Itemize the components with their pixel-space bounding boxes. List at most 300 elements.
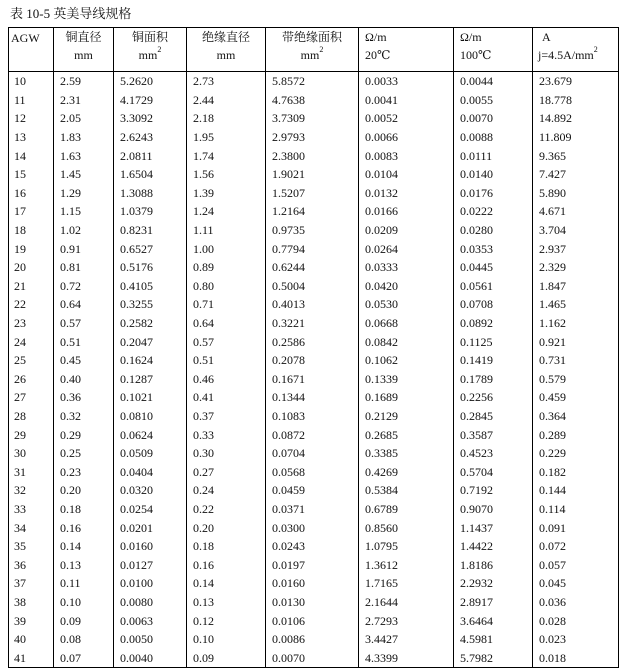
cell-insulated-area: 2.9793: [266, 128, 359, 147]
header-unit: [538, 46, 618, 64]
cell-resistance-20c: 0.2685: [359, 425, 454, 444]
table-row: [9, 500, 619, 519]
cell-copper-diameter: 0.51: [54, 332, 114, 351]
cell-current: 0.018: [533, 648, 619, 667]
cell-copper-diameter: 0.23: [54, 462, 114, 481]
header-insulated-area: [266, 28, 359, 72]
cell-resistance-100c: 0.0561: [454, 277, 533, 296]
cell-resistance-100c: 0.0222: [454, 202, 533, 221]
header-label: 绝缘直径: [201, 30, 250, 44]
cell-insulation-diameter: 0.51: [187, 351, 266, 370]
cell-insulated-area: 0.0704: [266, 444, 359, 463]
cell-insulated-area: 0.9735: [266, 221, 359, 240]
cell-agw: 25: [9, 351, 54, 370]
table-row: [9, 555, 619, 574]
cell-agw: 12: [9, 109, 54, 128]
cell-copper-area: 2.6243: [114, 128, 187, 147]
cell-resistance-100c: 5.7982: [454, 648, 533, 667]
cell-resistance-20c: 1.3612: [359, 555, 454, 574]
cell-current: 7.427: [533, 165, 619, 184]
header-label: Ω/m: [460, 30, 482, 44]
cell-resistance-20c: 0.0166: [359, 202, 454, 221]
header-unit-exponent: 2: [593, 45, 598, 54]
cell-resistance-100c: 0.2845: [454, 407, 533, 426]
cell-resistance-20c: 0.0420: [359, 277, 454, 296]
cell-insulation-diameter: 1.74: [187, 146, 266, 165]
cell-current: 0.921: [533, 332, 619, 351]
table-row: [9, 314, 619, 333]
cell-resistance-20c: 0.0052: [359, 109, 454, 128]
cell-resistance-100c: 0.0445: [454, 258, 533, 277]
cell-copper-diameter: 2.59: [54, 72, 114, 91]
cell-agw: 17: [9, 202, 54, 221]
cell-copper-diameter: 0.16: [54, 518, 114, 537]
cell-current: 18.778: [533, 91, 619, 110]
table-row: [9, 574, 619, 593]
header-unit: mm: [216, 48, 236, 62]
cell-current: 2.937: [533, 239, 619, 258]
table-row: [9, 277, 619, 296]
cell-copper-area: 0.2047: [114, 332, 187, 351]
cell-current: 1.465: [533, 295, 619, 314]
cell-insulation-diameter: 1.56: [187, 165, 266, 184]
cell-resistance-100c: 0.0353: [454, 239, 533, 258]
cell-resistance-100c: 0.0280: [454, 221, 533, 240]
cell-resistance-100c: 0.1789: [454, 370, 533, 389]
cell-resistance-100c: 0.9070: [454, 500, 533, 519]
header-row: [9, 28, 619, 72]
cell-copper-area: 3.3092: [114, 109, 187, 128]
cell-copper-diameter: 0.40: [54, 370, 114, 389]
header-label: 铜面积: [131, 30, 168, 44]
cell-current: 0.229: [533, 444, 619, 463]
header-label: A: [542, 30, 551, 44]
header-label: 带绝缘面积: [281, 30, 342, 44]
header-resistance-20c: [359, 28, 454, 72]
cell-current: 0.289: [533, 425, 619, 444]
cell-insulated-area: 0.0371: [266, 500, 359, 519]
table-row: [9, 184, 619, 203]
table-row: [9, 239, 619, 258]
table-row: [9, 91, 619, 110]
cell-resistance-100c: 2.2932: [454, 574, 533, 593]
cell-copper-diameter: 0.32: [54, 407, 114, 426]
cell-agw: 16: [9, 184, 54, 203]
cell-current: 0.114: [533, 500, 619, 519]
cell-resistance-20c: 0.8560: [359, 518, 454, 537]
cell-insulation-diameter: 0.57: [187, 332, 266, 351]
cell-insulation-diameter: 0.09: [187, 648, 266, 667]
cell-agw: 33: [9, 500, 54, 519]
cell-insulated-area: 0.1083: [266, 407, 359, 426]
cell-copper-diameter: 2.31: [54, 91, 114, 110]
table-row: [9, 72, 619, 91]
cell-agw: 21: [9, 277, 54, 296]
table-row: [9, 128, 619, 147]
cell-resistance-100c: 1.8186: [454, 555, 533, 574]
cell-copper-diameter: 0.29: [54, 425, 114, 444]
cell-current: 0.072: [533, 537, 619, 556]
cell-resistance-20c: 0.1062: [359, 351, 454, 370]
cell-copper-diameter: 1.02: [54, 221, 114, 240]
cell-agw: 11: [9, 91, 54, 110]
header-unit: [114, 46, 186, 64]
header-label: Ω/m: [365, 30, 387, 44]
cell-insulated-area: 1.5207: [266, 184, 359, 203]
cell-current: 5.890: [533, 184, 619, 203]
cell-resistance-100c: 2.8917: [454, 593, 533, 612]
cell-copper-diameter: 0.07: [54, 648, 114, 667]
cell-copper-diameter: 1.63: [54, 146, 114, 165]
cell-copper-area: 0.1287: [114, 370, 187, 389]
cell-resistance-100c: 0.0070: [454, 109, 533, 128]
cell-agw: 14: [9, 146, 54, 165]
cell-agw: 29: [9, 425, 54, 444]
cell-current: 0.731: [533, 351, 619, 370]
cell-insulation-diameter: 0.37: [187, 407, 266, 426]
cell-copper-diameter: 0.20: [54, 481, 114, 500]
table-row: [9, 370, 619, 389]
cell-agw: 15: [9, 165, 54, 184]
cell-copper-area: 0.0080: [114, 593, 187, 612]
cell-resistance-100c: 0.0708: [454, 295, 533, 314]
table-row: [9, 351, 619, 370]
cell-current: 1.162: [533, 314, 619, 333]
cell-copper-area: 0.0320: [114, 481, 187, 500]
table-row: [9, 332, 619, 351]
cell-copper-area: 0.0404: [114, 462, 187, 481]
cell-insulated-area: 4.7638: [266, 91, 359, 110]
cell-resistance-20c: 4.3399: [359, 648, 454, 667]
cell-current: 11.809: [533, 128, 619, 147]
cell-copper-diameter: 0.91: [54, 239, 114, 258]
cell-resistance-100c: 0.3587: [454, 425, 533, 444]
cell-copper-area: 0.4105: [114, 277, 187, 296]
header-copper-diameter: [54, 28, 114, 72]
cell-insulated-area: 3.7309: [266, 109, 359, 128]
cell-resistance-100c: 0.5704: [454, 462, 533, 481]
cell-insulated-area: 0.0130: [266, 593, 359, 612]
cell-current: 0.579: [533, 370, 619, 389]
cell-resistance-20c: 1.0795: [359, 537, 454, 556]
cell-copper-area: 0.0160: [114, 537, 187, 556]
cell-insulated-area: 0.7794: [266, 239, 359, 258]
cell-copper-diameter: 0.13: [54, 555, 114, 574]
table-row: [9, 630, 619, 649]
wire-spec-table: [8, 27, 619, 668]
cell-copper-area: 0.5176: [114, 258, 187, 277]
table-row: [9, 648, 619, 667]
table-caption: 表 10-5 英美导线规格: [10, 6, 132, 21]
cell-copper-area: 4.1729: [114, 91, 187, 110]
header-unit: 100℃: [460, 48, 492, 62]
cell-insulation-diameter: 0.27: [187, 462, 266, 481]
cell-agw: 37: [9, 574, 54, 593]
cell-current: 0.028: [533, 611, 619, 630]
header-unit: mm: [74, 48, 93, 62]
cell-copper-area: 0.6527: [114, 239, 187, 258]
cell-agw: 34: [9, 518, 54, 537]
cell-resistance-20c: 0.0033: [359, 72, 454, 91]
cell-copper-diameter: 1.45: [54, 165, 114, 184]
header-copper-area: [114, 28, 187, 72]
cell-resistance-20c: 0.6789: [359, 500, 454, 519]
header-agw-label: AGW: [11, 31, 40, 45]
table-row: [9, 481, 619, 500]
cell-copper-diameter: 1.29: [54, 184, 114, 203]
cell-copper-diameter: 0.08: [54, 630, 114, 649]
table-row: [9, 295, 619, 314]
cell-copper-area: 1.0379: [114, 202, 187, 221]
cell-agw: 20: [9, 258, 54, 277]
cell-copper-diameter: 2.05: [54, 109, 114, 128]
cell-insulation-diameter: 0.24: [187, 481, 266, 500]
cell-resistance-100c: 0.0176: [454, 184, 533, 203]
table-row: [9, 611, 619, 630]
cell-copper-area: 0.2582: [114, 314, 187, 333]
cell-copper-diameter: 0.57: [54, 314, 114, 333]
cell-copper-area: 0.0254: [114, 500, 187, 519]
cell-copper-area: 1.3088: [114, 184, 187, 203]
cell-current: 23.679: [533, 72, 619, 91]
cell-insulation-diameter: 1.39: [187, 184, 266, 203]
cell-copper-diameter: 0.45: [54, 351, 114, 370]
cell-resistance-100c: 3.6464: [454, 611, 533, 630]
header-label: 铜直径: [65, 30, 102, 44]
cell-insulated-area: 0.0197: [266, 555, 359, 574]
cell-resistance-20c: 0.0842: [359, 332, 454, 351]
table-row: [9, 146, 619, 165]
table-row: [9, 388, 619, 407]
cell-agw: 40: [9, 630, 54, 649]
cell-agw: 38: [9, 593, 54, 612]
cell-insulation-diameter: 2.18: [187, 109, 266, 128]
cell-resistance-20c: 2.1644: [359, 593, 454, 612]
table-row: [9, 165, 619, 184]
cell-resistance-20c: 0.4269: [359, 462, 454, 481]
cell-copper-diameter: 0.36: [54, 388, 114, 407]
cell-resistance-100c: 0.0055: [454, 91, 533, 110]
cell-insulated-area: 0.1344: [266, 388, 359, 407]
cell-agw: 13: [9, 128, 54, 147]
cell-insulated-area: 0.0300: [266, 518, 359, 537]
cell-resistance-100c: 0.0892: [454, 314, 533, 333]
cell-copper-area: 0.0810: [114, 407, 187, 426]
cell-copper-diameter: 0.10: [54, 593, 114, 612]
cell-resistance-20c: 0.0668: [359, 314, 454, 333]
header-unit-base: mm: [138, 48, 158, 62]
cell-insulated-area: 1.9021: [266, 165, 359, 184]
cell-insulation-diameter: 0.89: [187, 258, 266, 277]
table-row: [9, 258, 619, 277]
cell-copper-area: 0.0050: [114, 630, 187, 649]
header-agw: [9, 28, 54, 72]
cell-insulated-area: 0.6244: [266, 258, 359, 277]
cell-insulation-diameter: 0.20: [187, 518, 266, 537]
cell-agw: 27: [9, 388, 54, 407]
cell-copper-diameter: 0.18: [54, 500, 114, 519]
header-unit-exponent: 2: [157, 45, 162, 54]
cell-insulated-area: 2.3800: [266, 146, 359, 165]
cell-copper-area: 0.0100: [114, 574, 187, 593]
cell-insulated-area: 0.2078: [266, 351, 359, 370]
header-unit-base: j=4.5A/mm: [538, 48, 594, 62]
cell-agw: 26: [9, 370, 54, 389]
cell-agw: 22: [9, 295, 54, 314]
cell-agw: 32: [9, 481, 54, 500]
cell-insulation-diameter: 0.10: [187, 630, 266, 649]
cell-resistance-100c: 0.0044: [454, 72, 533, 91]
table-row: [9, 593, 619, 612]
cell-resistance-20c: 0.0066: [359, 128, 454, 147]
cell-resistance-20c: 0.0209: [359, 221, 454, 240]
cell-insulated-area: 0.2586: [266, 332, 359, 351]
wire-spec-table-frame: [8, 27, 618, 668]
cell-current: 0.459: [533, 388, 619, 407]
cell-resistance-100c: 1.4422: [454, 537, 533, 556]
cell-insulation-diameter: 0.33: [187, 425, 266, 444]
cell-resistance-100c: 0.2256: [454, 388, 533, 407]
cell-resistance-100c: 0.7192: [454, 481, 533, 500]
cell-agw: 31: [9, 462, 54, 481]
cell-resistance-20c: 0.0530: [359, 295, 454, 314]
cell-insulation-diameter: 0.22: [187, 500, 266, 519]
cell-current: 9.365: [533, 146, 619, 165]
cell-insulation-diameter: 0.14: [187, 574, 266, 593]
cell-copper-area: 0.0509: [114, 444, 187, 463]
cell-current: 0.045: [533, 574, 619, 593]
cell-resistance-100c: 0.4523: [454, 444, 533, 463]
table-row: [9, 425, 619, 444]
header-unit: 20℃: [365, 48, 391, 62]
cell-copper-area: 2.0811: [114, 146, 187, 165]
cell-insulation-diameter: 0.80: [187, 277, 266, 296]
cell-resistance-20c: 0.0264: [359, 239, 454, 258]
cell-insulated-area: 0.0459: [266, 481, 359, 500]
cell-insulation-diameter: 0.41: [187, 388, 266, 407]
cell-copper-area: 0.0127: [114, 555, 187, 574]
cell-insulated-area: 0.0070: [266, 648, 359, 667]
cell-current: 0.023: [533, 630, 619, 649]
cell-insulation-diameter: 0.30: [187, 444, 266, 463]
cell-insulation-diameter: 1.24: [187, 202, 266, 221]
cell-agw: 10: [9, 72, 54, 91]
cell-copper-diameter: 1.83: [54, 128, 114, 147]
table-row: [9, 462, 619, 481]
cell-insulated-area: 0.4013: [266, 295, 359, 314]
cell-insulated-area: 0.5004: [266, 277, 359, 296]
cell-copper-area: 1.6504: [114, 165, 187, 184]
table-row: [9, 407, 619, 426]
cell-resistance-20c: 0.0132: [359, 184, 454, 203]
table-row: [9, 221, 619, 240]
cell-resistance-100c: 4.5981: [454, 630, 533, 649]
cell-agw: 39: [9, 611, 54, 630]
cell-resistance-20c: 0.1689: [359, 388, 454, 407]
table-body: [9, 72, 619, 668]
header-unit-exponent: 2: [319, 45, 324, 54]
table-row: [9, 518, 619, 537]
cell-agw: 41: [9, 648, 54, 667]
cell-insulation-diameter: 0.13: [187, 593, 266, 612]
cell-current: 0.364: [533, 407, 619, 426]
cell-insulation-diameter: 2.73: [187, 72, 266, 91]
cell-agw: 28: [9, 407, 54, 426]
cell-resistance-20c: 1.7165: [359, 574, 454, 593]
cell-agw: 30: [9, 444, 54, 463]
cell-resistance-20c: 0.0083: [359, 146, 454, 165]
cell-resistance-20c: 0.2129: [359, 407, 454, 426]
cell-insulation-diameter: 0.71: [187, 295, 266, 314]
cell-current: 1.847: [533, 277, 619, 296]
cell-insulated-area: 5.8572: [266, 72, 359, 91]
cell-current: 4.671: [533, 202, 619, 221]
cell-current: 0.144: [533, 481, 619, 500]
cell-current: 3.704: [533, 221, 619, 240]
cell-resistance-100c: 0.1419: [454, 351, 533, 370]
header-resistance-100c: [454, 28, 533, 72]
cell-copper-area: 0.1624: [114, 351, 187, 370]
header-unit-base: mm: [300, 48, 320, 62]
cell-agw: 19: [9, 239, 54, 258]
cell-insulation-diameter: 0.16: [187, 555, 266, 574]
cell-copper-area: 0.0201: [114, 518, 187, 537]
cell-current: 0.091: [533, 518, 619, 537]
cell-insulation-diameter: 2.44: [187, 91, 266, 110]
cell-insulated-area: 0.0568: [266, 462, 359, 481]
cell-copper-area: 0.1021: [114, 388, 187, 407]
cell-copper-area: 5.2620: [114, 72, 187, 91]
cell-agw: 24: [9, 332, 54, 351]
cell-insulation-diameter: 0.46: [187, 370, 266, 389]
header-insulation-diameter: [187, 28, 266, 72]
cell-agw: 23: [9, 314, 54, 333]
cell-resistance-100c: 0.0111: [454, 146, 533, 165]
cell-insulated-area: 0.0106: [266, 611, 359, 630]
cell-insulated-area: 0.1671: [266, 370, 359, 389]
cell-current: 2.329: [533, 258, 619, 277]
table-row: [9, 109, 619, 128]
table-row: [9, 537, 619, 556]
cell-insulated-area: 0.0872: [266, 425, 359, 444]
cell-resistance-20c: 0.1339: [359, 370, 454, 389]
cell-insulated-area: 0.0086: [266, 630, 359, 649]
cell-copper-diameter: 0.72: [54, 277, 114, 296]
table-row: [9, 444, 619, 463]
cell-insulated-area: 0.0160: [266, 574, 359, 593]
cell-insulation-diameter: 1.00: [187, 239, 266, 258]
cell-copper-area: 0.3255: [114, 295, 187, 314]
cell-copper-diameter: 1.15: [54, 202, 114, 221]
cell-agw: 35: [9, 537, 54, 556]
cell-resistance-20c: 0.0104: [359, 165, 454, 184]
cell-copper-area: 0.0063: [114, 611, 187, 630]
cell-insulated-area: 1.2164: [266, 202, 359, 221]
cell-current: 0.182: [533, 462, 619, 481]
cell-insulation-diameter: 1.95: [187, 128, 266, 147]
cell-insulation-diameter: 0.64: [187, 314, 266, 333]
cell-resistance-20c: 2.7293: [359, 611, 454, 630]
header-current: [533, 28, 619, 72]
table-row: [9, 202, 619, 221]
cell-resistance-20c: 0.0333: [359, 258, 454, 277]
cell-current: 0.057: [533, 555, 619, 574]
cell-copper-diameter: 0.09: [54, 611, 114, 630]
cell-resistance-100c: 0.0140: [454, 165, 533, 184]
header-unit: [266, 46, 358, 64]
cell-insulation-diameter: 0.18: [187, 537, 266, 556]
cell-agw: 36: [9, 555, 54, 574]
